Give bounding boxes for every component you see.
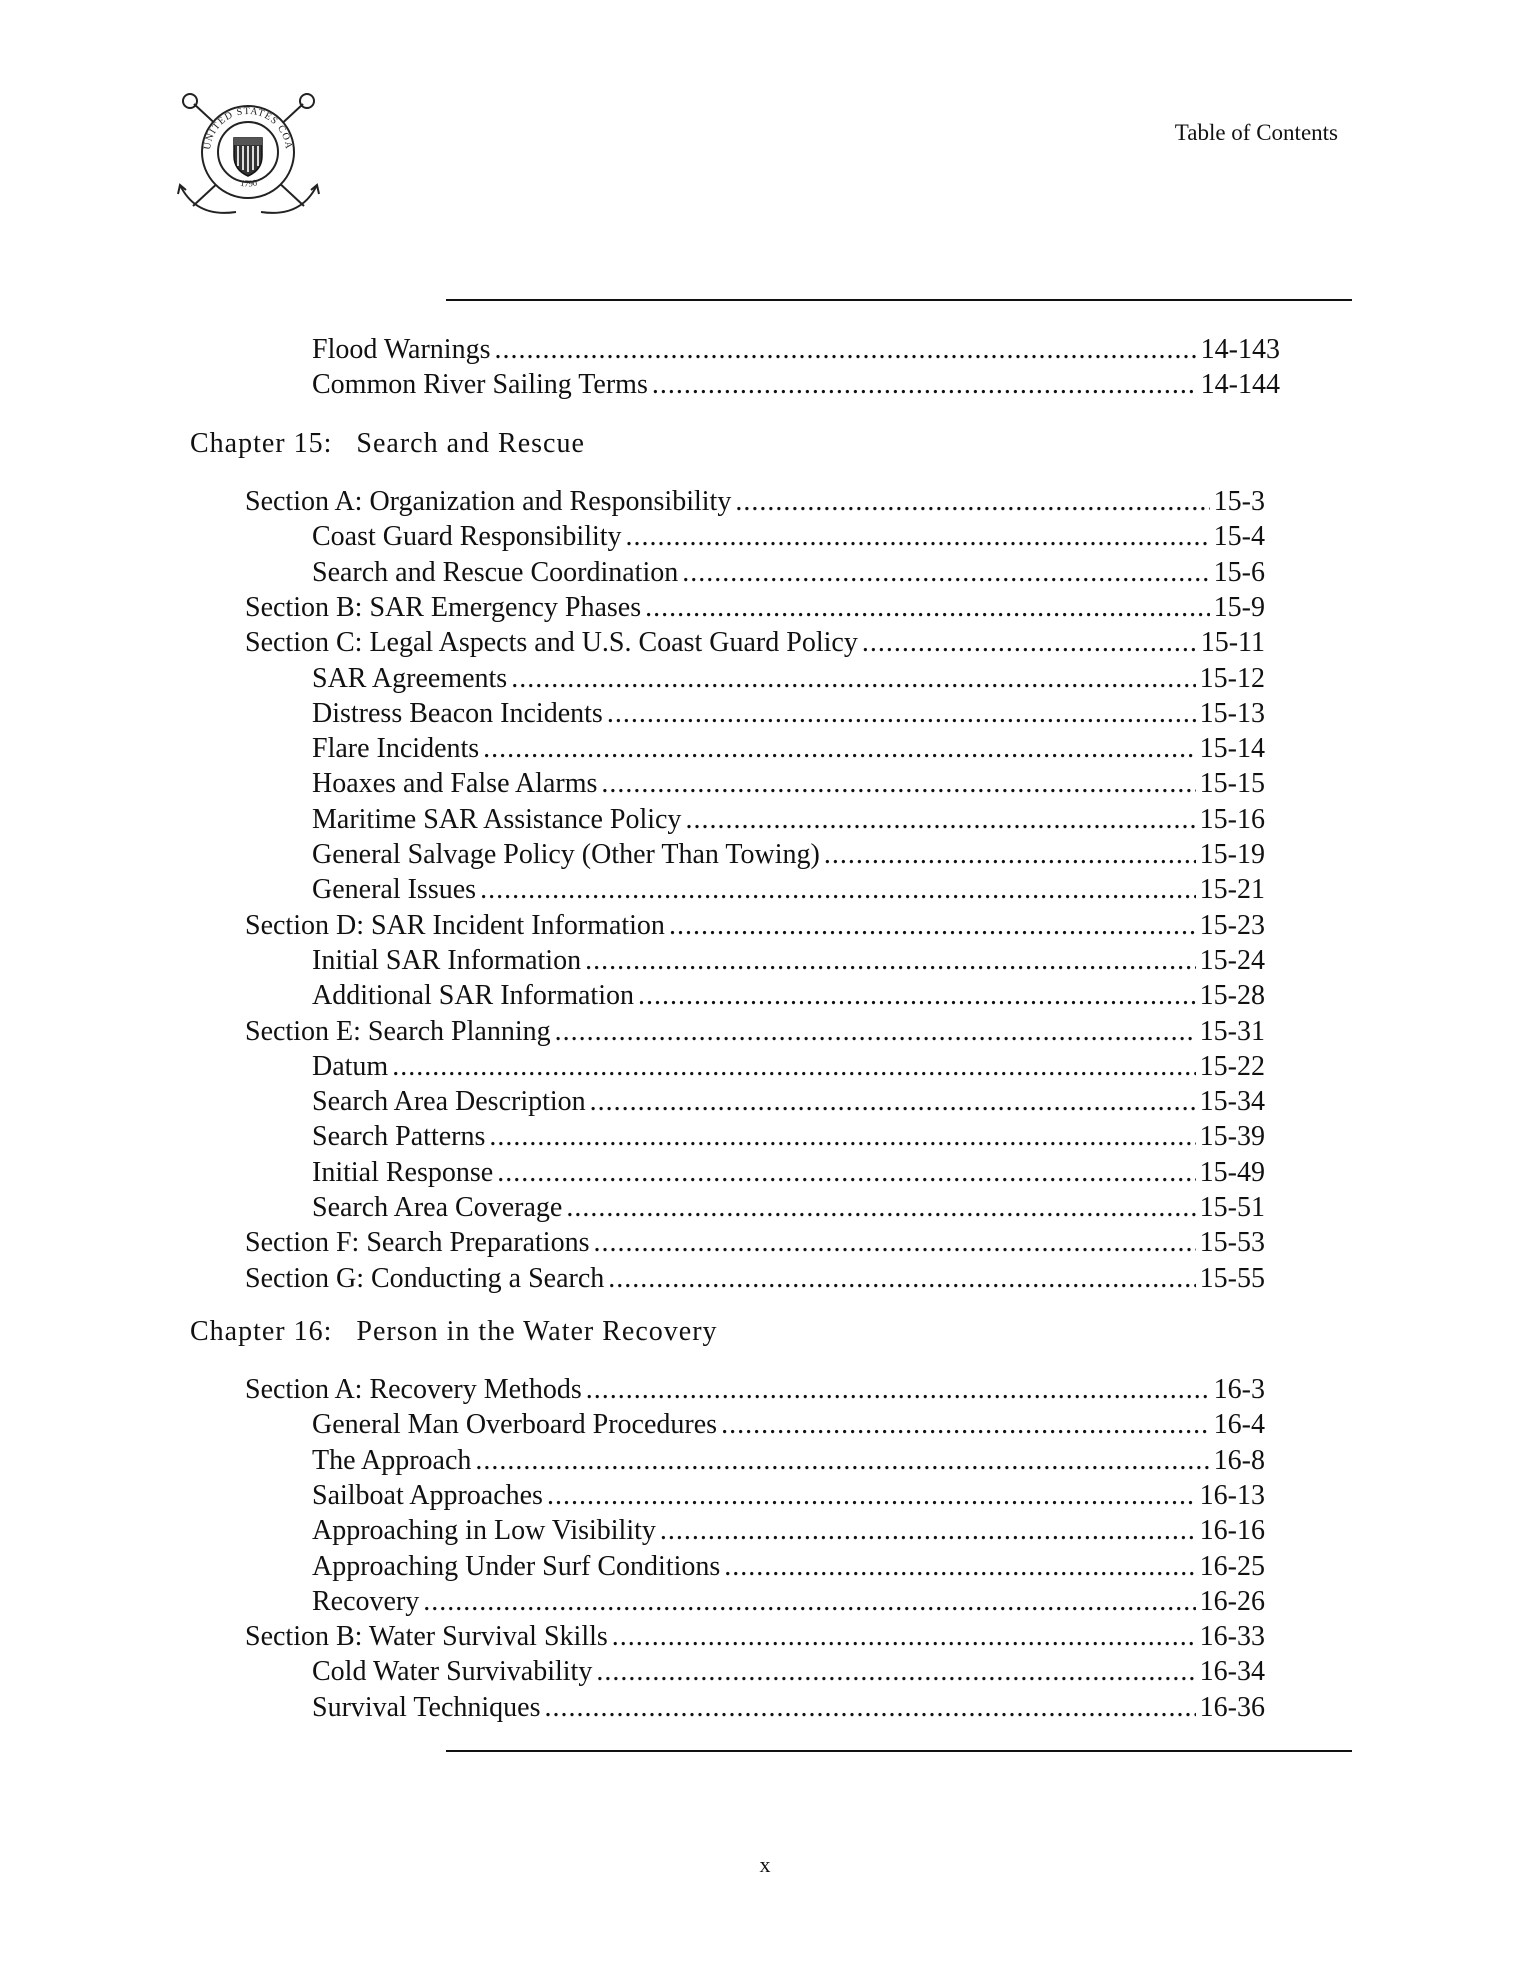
toc-entry-page: 15-16 [1199,803,1265,835]
dot-leader [392,1049,1195,1085]
toc-entry-page: 15-9 [1213,591,1265,623]
toc-entry-title: Survival Techniques [312,1691,541,1723]
toc-entry-title: Search and Rescue Coordination [312,556,679,588]
dot-leader [660,1513,1196,1549]
coast-guard-seal-logo [176,90,321,225]
dot-leader [544,1690,1195,1726]
toc-entry-title: Section G: Conducting a Search [245,1262,605,1294]
dot-leader [862,625,1197,661]
toc-entry-title: Common River Sailing Terms [312,369,648,401]
dot-leader [638,978,1196,1014]
toc-section-entry[interactable] [245,1619,1265,1655]
toc-entry-page: 15-51 [1199,1192,1265,1223]
toc-section-entry[interactable] [245,1014,1265,1050]
toc-topic-entry[interactable] [312,1049,1265,1085]
dot-leader [593,1225,1195,1261]
dot-leader [724,1549,1195,1585]
dot-leader [494,332,1196,368]
dot-leader [645,590,1210,626]
toc-entry-title: Section C: Legal Aspects and U.S. Coast Guard Policy [245,627,858,659]
toc-entry-title: The Approach [312,1444,472,1476]
toc-topic-entry[interactable] [312,766,1265,802]
toc-topic-entry[interactable] [312,1407,1265,1443]
toc-entry-page: 15-28 [1199,980,1265,1012]
toc-entry-title: Section B: Water Survival Skills [245,1621,608,1653]
toc-entry-page: 15-3 [1213,486,1265,517]
toc-entry-page: 16-13 [1199,1479,1265,1511]
toc-topic-entry[interactable] [312,1513,1265,1549]
dot-leader [555,1014,1196,1050]
toc-topic-entry[interactable] [312,731,1265,767]
toc-entry-page: 15-13 [1199,697,1265,729]
toc-topic-entry[interactable] [312,1084,1265,1120]
dot-leader [489,1119,1195,1155]
toc-section-entry[interactable] [245,1225,1265,1261]
toc-topic-entry[interactable] [312,1155,1265,1191]
page-number: x [759,1852,771,1877]
toc-entry-title: Coast Guard Responsibility [312,521,622,553]
toc-topic-entry[interactable] [312,1584,1265,1620]
running-header-title: Table of Contents [1174,120,1338,145]
dot-leader [483,731,1196,767]
toc-topic-entry[interactable] [312,1478,1265,1514]
toc-entry-title: Search Area Coverage [312,1192,563,1223]
toc-topic-entry[interactable] [312,978,1265,1014]
toc-entry-title: Search Patterns [312,1121,486,1153]
toc-section-entry[interactable] [245,1261,1265,1297]
dot-leader [607,696,1196,732]
toc-entry-title: Recovery [312,1585,420,1617]
dot-leader [423,1584,1195,1620]
toc-entry-page: 16-34 [1199,1656,1265,1688]
bottom-divider-rule [446,1750,1352,1752]
toc-topic-entry[interactable] [312,837,1265,873]
dot-leader [626,519,1210,555]
dot-leader [824,837,1196,873]
toc-entry-title: Section A: Organization and Responsibility [245,486,732,517]
toc-entry-title: Section D: SAR Incident Information [245,909,665,941]
toc-topic-entry[interactable] [312,943,1265,979]
dot-leader [685,802,1195,838]
dot-leader [480,872,1196,908]
seal-ring-text: UNITED STATES COA [201,105,295,151]
toc-entry-page: 15-4 [1213,521,1265,553]
svg-text:1790 [239,177,258,188]
toc-entry-page: 15-31 [1199,1015,1265,1047]
toc-entry-page: 16-4 [1213,1409,1265,1441]
toc-entry-title: Initial Response [312,1156,494,1188]
toc-entry-title: Approaching Under Surf Conditions [312,1550,721,1582]
toc-entry-title: Datum [312,1050,389,1082]
toc-topic-entry[interactable] [312,1119,1265,1155]
toc-entry-title: General Issues [312,874,477,906]
toc-topic-entry[interactable] [312,872,1265,908]
toc-topic-entry[interactable] [312,802,1265,838]
dot-leader [612,1619,1196,1655]
toc-section-entry[interactable] [245,590,1265,626]
toc-entry-page: 15-21 [1199,874,1265,906]
toc-entry-page: 16-25 [1199,1550,1265,1582]
dot-leader [547,1478,1196,1514]
toc-entry-page: 15-34 [1199,1086,1265,1118]
toc-entry-page: 15-6 [1213,556,1265,588]
seal-year: 1790 [239,177,258,189]
dot-leader [735,484,1209,520]
toc-entry-page: 15-19 [1199,839,1265,870]
toc-entry-page: 15-11 [1200,627,1265,659]
toc-entry-title: Cold Water Survivability [312,1656,593,1688]
toc-entry-page: 16-33 [1199,1621,1265,1653]
dot-leader [586,1372,1210,1408]
toc-entry-page: 16-26 [1199,1585,1265,1617]
toc-entry-title: Section E: Search Planning [245,1015,551,1047]
toc-entry-title: Approaching in Low Visibility [312,1515,656,1547]
toc-entry-page: 15-15 [1199,768,1265,800]
toc-chapter-heading[interactable]: Chapter 15: Search and Rescue [190,428,585,459]
toc-topic-entry[interactable] [312,1690,1265,1726]
toc-entry-page: 15-22 [1199,1050,1265,1082]
toc-topic-entry[interactable] [312,367,1280,403]
toc-entry-page: 15-39 [1199,1121,1265,1153]
toc-entry-page: 15-14 [1199,733,1265,765]
toc-entry-page: 16-3 [1213,1374,1265,1405]
toc-chapter-heading[interactable]: Chapter 16: Person in the Water Recovery [190,1316,718,1347]
toc-entry-page: 15-55 [1199,1262,1265,1294]
dot-leader [652,367,1197,403]
toc-entry-title: Sailboat Approaches [312,1479,543,1511]
dot-leader [497,1155,1195,1191]
dot-leader [475,1443,1209,1479]
toc-entry-title: Search Area Description [312,1086,586,1118]
dot-leader [721,1407,1210,1443]
dot-leader [585,943,1196,979]
toc-topic-entry[interactable] [312,1443,1265,1479]
toc-topic-entry[interactable] [312,661,1265,697]
toc-entry-title: Section F: Search Preparations [245,1227,590,1259]
toc-entry-page: 15-24 [1199,944,1265,976]
toc-entry-title: Section B: SAR Emergency Phases [245,591,642,623]
toc-entry-title: Additional SAR Information [312,980,634,1012]
dot-leader [511,661,1195,697]
toc-topic-entry[interactable] [312,1190,1265,1226]
dot-leader [601,766,1195,802]
toc-entry-title: Flood Warnings [312,334,491,365]
toc-entry-title: Initial SAR Information [312,944,582,976]
toc-entry-page: 15-23 [1199,909,1265,941]
toc-entry-title: SAR Agreements [312,662,508,694]
toc-entry-page: 14-144 [1200,369,1280,401]
toc-topic-entry[interactable] [312,555,1265,591]
toc-topic-entry[interactable] [312,1549,1265,1585]
toc-section-entry[interactable] [245,1372,1265,1408]
toc-entry-page: 16-16 [1199,1515,1265,1547]
seal-emblem-icon [176,90,321,225]
toc-entry-title: Maritime SAR Assistance Policy [312,803,682,835]
toc-entry-page: 15-53 [1199,1227,1265,1259]
dot-leader [566,1190,1195,1226]
top-divider-rule [446,299,1352,301]
toc-section-entry[interactable] [245,908,1265,944]
toc-entry-title: General Man Overboard Procedures [312,1409,718,1441]
toc-entry-title: Section A: Recovery Methods [245,1374,582,1405]
toc-entry-title: Flare Incidents [312,733,480,765]
toc-entry-page: 15-49 [1199,1156,1265,1188]
toc-entry-title: Hoaxes and False Alarms [312,768,598,800]
toc-topic-entry[interactable] [312,1654,1265,1690]
toc-section-entry[interactable] [245,484,1265,520]
toc-topic-entry[interactable] [312,332,1280,368]
dot-leader [608,1261,1195,1297]
dot-leader [682,555,1209,591]
dot-leader [596,1654,1195,1690]
toc-entry-title: General Salvage Policy (Other Than Towing) [312,839,820,870]
toc-topic-entry[interactable] [312,519,1265,555]
toc-entry-page: 16-8 [1213,1444,1265,1476]
dot-leader [590,1084,1196,1120]
toc-entry-page: 15-12 [1199,662,1265,694]
toc-entry-title: Distress Beacon Incidents [312,697,603,729]
toc-entry-page: 14-143 [1200,334,1280,365]
toc-entry-page: 16-36 [1199,1691,1265,1723]
toc-topic-entry[interactable] [312,696,1265,732]
dot-leader [669,908,1196,944]
toc-section-entry[interactable] [245,625,1265,661]
